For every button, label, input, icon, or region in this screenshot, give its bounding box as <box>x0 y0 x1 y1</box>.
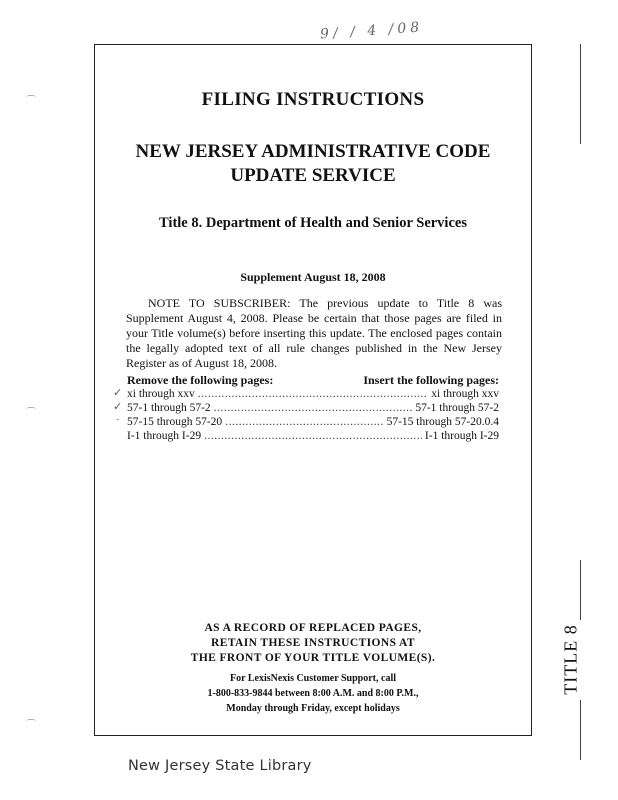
insert-range: I-1 through I-29 <box>424 430 499 442</box>
punch-mark-icon: ⌒ <box>26 720 36 731</box>
code-title-line2: UPDATE SERVICE <box>230 165 396 186</box>
subscriber-note: NOTE TO SUBSCRIBER: The previous update to Title 8 was Supplement August 4, 2008. Please be certain that those pages are filed in your Title volume(s) before inserting this update. The enclosed pages contain the legally adopted text of all rule changes published in the New Jersey Register as of August 18, 2008. <box>126 296 502 370</box>
handwritten-date: 9/ / 4 /08 <box>319 19 424 43</box>
list-item <box>127 415 499 429</box>
list-item <box>127 401 499 415</box>
page-heading: FILING INSTRUCTIONS <box>201 89 425 110</box>
column-headers <box>127 373 499 388</box>
checkmark-icon: ✓ <box>113 401 123 413</box>
insert-range: xi through xxv <box>431 388 499 400</box>
tick-mark-icon: · <box>116 414 120 426</box>
record-notice <box>95 621 531 666</box>
remove-range: 57-1 through 57-2 <box>127 402 211 414</box>
checkmark-icon: ✓ <box>113 387 123 399</box>
record-line1: AS A RECORD OF REPLACED PAGES, <box>204 622 422 634</box>
title-line: Title 8. Department of Health and Senior Services <box>159 215 467 231</box>
insert-header: Insert the following pages: <box>363 373 499 387</box>
tab-edge-line <box>580 44 581 144</box>
punch-mark-icon: ⌒ <box>26 408 36 419</box>
record-line3: THE FRONT OF YOUR TITLE VOLUME(S). <box>190 652 436 664</box>
list-item <box>127 429 499 443</box>
page-list <box>127 387 499 443</box>
punch-mark-icon: ⌒ <box>26 96 36 107</box>
record-line2: RETAIN THESE INSTRUCTIONS AT <box>211 637 415 649</box>
dot-leader <box>225 415 383 429</box>
supplement-date: Supplement August 18, 2008 <box>240 270 386 284</box>
remove-range: 57-15 through 57-20 <box>127 416 223 428</box>
support-phone: 1-800-833-9844 between 8:00 A.M. and 8:00 P.M., <box>207 688 419 699</box>
insert-range: 57-15 through 57-20.0.4 <box>386 416 499 428</box>
code-title-line1: NEW JERSEY ADMINISTRATIVE CODE <box>135 141 491 162</box>
title-tab <box>551 604 591 714</box>
dot-leader <box>204 429 422 443</box>
support-info <box>95 671 531 716</box>
remove-header: Remove the following pages: <box>127 373 274 387</box>
list-item <box>127 387 499 401</box>
dot-leader <box>214 401 413 415</box>
dot-leader <box>198 387 429 401</box>
instruction-sheet <box>94 44 532 736</box>
insert-range: 57-1 through 57-2 <box>415 402 499 414</box>
support-line1: For LexisNexis Customer Support, call <box>229 673 396 684</box>
support-hours: Monday through Friday, except holidays <box>226 703 400 714</box>
tab-label: TITLE 8 <box>560 623 581 695</box>
remove-range: xi through xxv <box>127 388 195 400</box>
remove-range: I-1 through I-29 <box>127 430 202 442</box>
library-stamp: New Jersey State Library <box>128 758 312 774</box>
